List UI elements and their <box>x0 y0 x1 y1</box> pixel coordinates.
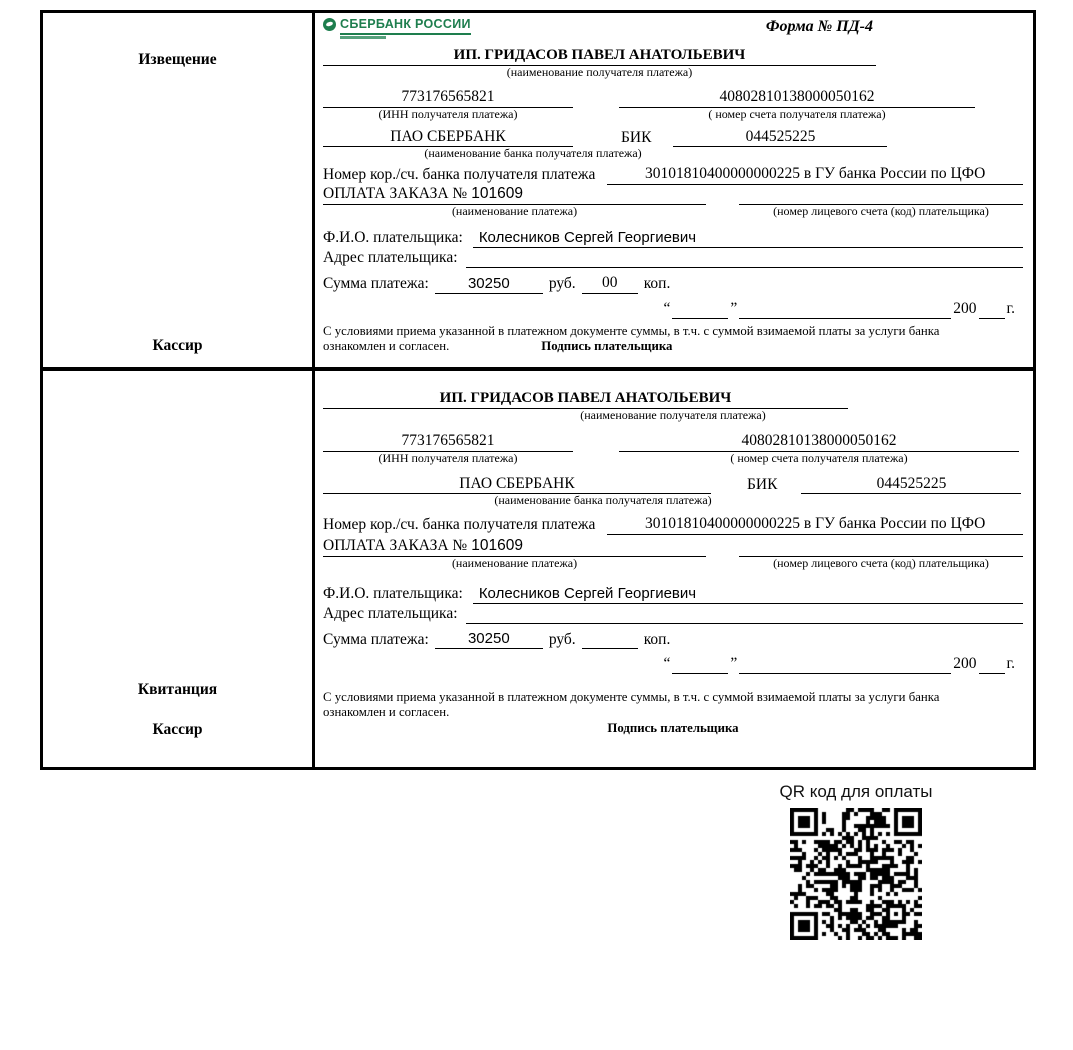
payer-name-label: Ф.И.О. плательщика: <box>323 229 463 247</box>
sberbank-logo <box>323 17 471 39</box>
payment-sum-row <box>323 630 1023 649</box>
payee-account-value: 40802810138000050162 <box>619 432 1019 452</box>
sberbank-logo-text-block <box>340 17 471 39</box>
receipt-section <box>43 371 1033 767</box>
payer-address-label: Адрес плательщика: <box>323 605 458 623</box>
sum-value: 30250 <box>435 630 543 649</box>
date-day-blank <box>672 673 728 674</box>
payer-signature-label: Подпись плательщика <box>541 338 673 353</box>
payee-name-row <box>323 389 1023 409</box>
quote-open: “ <box>663 655 671 673</box>
payer-account-blank <box>739 186 1023 205</box>
kop-blank <box>582 648 638 649</box>
corr-value: 30101810400000000225 в ГУ банка России по ЦФО <box>607 165 1023 185</box>
payee-inn-value: 773176565821 <box>323 88 573 108</box>
inn-account-row <box>323 88 1023 108</box>
year-prefix: 200 <box>953 300 977 318</box>
payee-name-caption: (наименование получателя платежа) <box>580 408 766 422</box>
bank-row <box>323 475 1023 495</box>
payment-caption: (наименование платежа) <box>451 556 578 571</box>
spacer <box>706 205 739 219</box>
payer-name-value: Колесников Сергей Георгиевич <box>473 585 1023 604</box>
bank-row <box>323 128 1023 148</box>
payment-sum-row <box>323 274 1023 294</box>
cashier-label: Кассир <box>152 721 203 738</box>
receipt-side-panel <box>43 371 315 767</box>
kop-label: коп. <box>643 275 671 293</box>
bik-label: БИК <box>621 128 652 146</box>
year-blank <box>979 673 1005 674</box>
notice-main <box>315 13 1033 367</box>
inn-account-captions <box>323 452 1023 466</box>
payer-address-label: Адрес плательщика: <box>323 249 458 267</box>
payee-account-value: 40802810138000050162 <box>619 88 975 108</box>
corr-label: Номер кор./сч. банка получателя платежа <box>323 166 596 184</box>
date-row <box>323 655 1023 674</box>
payment-purpose <box>323 537 706 557</box>
receipt-label: Квитанция <box>137 681 218 698</box>
notice-side-panel <box>43 13 315 367</box>
cashier-label: Кассир <box>152 337 203 354</box>
agreement-text <box>323 690 1023 736</box>
payment-caption: (наименование платежа) <box>451 204 578 219</box>
payer-account-blank <box>739 538 1023 557</box>
payment-purpose <box>323 185 706 205</box>
kop-label: коп. <box>643 630 671 648</box>
purpose-captions <box>323 557 1023 571</box>
bik-label: БИК <box>747 475 778 493</box>
sberbank-brand-text: СБЕРБАНК РОССИИ <box>340 17 471 35</box>
notice-header-row <box>323 17 1023 43</box>
payee-name-caption: (наименование получателя платежа) <box>506 65 693 79</box>
sum-label: Сумма платежа: <box>323 275 429 293</box>
inn-caption: (ИНН получателя платежа) <box>378 106 518 121</box>
bik-value: 044525225 <box>673 128 887 148</box>
date-day-blank <box>672 318 728 319</box>
notice-section <box>43 13 1033 371</box>
qr-label: QR код для оплаты <box>779 782 933 801</box>
purpose-captions <box>323 205 1023 219</box>
kop-value: 00 <box>582 274 638 294</box>
bank-name-value: ПАО СБЕРБАНК <box>323 128 573 148</box>
rub-label: руб. <box>548 630 576 648</box>
payer-address-blank <box>466 605 1023 624</box>
payer-name-value: Колесников Сергей Георгиевич <box>473 229 1023 248</box>
bank-name-value: ПАО СБЕРБАНК <box>323 475 711 495</box>
inn-account-captions <box>323 108 1023 122</box>
sberbank-tagline-bar <box>340 36 386 39</box>
bik-value: 044525225 <box>801 475 1021 495</box>
account-caption: ( номер счета получателя платежа) <box>730 450 908 465</box>
form-number: Форма № ПД-4 <box>765 18 873 35</box>
corr-account-row <box>323 165 1023 185</box>
sberbank-logo-icon <box>323 18 336 31</box>
corr-label: Номер кор./сч. банка получателя платежа <box>323 516 596 534</box>
rub-label: руб. <box>548 275 576 293</box>
qr-code-image <box>790 808 922 940</box>
sum-value: 30250 <box>435 275 543 294</box>
payment-purpose-label: ОПЛАТА ЗАКАЗА № <box>323 537 468 555</box>
agreement-line2-row <box>323 339 1023 354</box>
payee-name: ИП. ГРИДАСОВ ПАВЕЛ АНАТОЛЬЕВИЧ <box>323 389 848 409</box>
payer-signature-label: Подпись плательщика <box>607 721 739 736</box>
bank-caption: (наименование банка получателя платежа) <box>494 493 712 508</box>
quote-close: ” <box>730 300 738 318</box>
quote-close: ” <box>730 655 738 673</box>
date-row <box>323 300 1023 319</box>
inn-caption: (ИНН получателя платежа) <box>378 450 518 465</box>
payer-address-blank <box>466 249 1023 268</box>
agreement-text <box>323 324 1023 354</box>
payer-account-caption: (номер лицевого счета (код) плательщика) <box>773 556 989 571</box>
quote-open: “ <box>663 300 671 318</box>
corr-account-row <box>323 515 1023 535</box>
payer-name-label: Ф.И.О. плательщика: <box>323 585 463 603</box>
year-prefix: 200 <box>953 655 977 673</box>
order-number: 101609 <box>471 537 523 555</box>
inn-account-row <box>323 432 1023 452</box>
receipt-main <box>315 371 1033 767</box>
notice-label: Извещение <box>138 51 217 68</box>
spacer <box>573 108 619 122</box>
payee-name: ИП. ГРИДАСОВ ПАВЕЛ АНАТОЛЬЕВИЧ <box>323 46 876 66</box>
agreement-line1: С условиями приема указанной в платежном документе суммы, в т.ч. с суммой взимаемой платы за услуги банка <box>323 690 940 705</box>
pd4-payment-form <box>40 10 1036 770</box>
account-caption: ( номер счета получателя платежа) <box>708 106 886 121</box>
year-blank <box>979 318 1005 319</box>
agreement-line2: ознакомлен и согласен. <box>323 338 450 353</box>
payee-inn-value: 773176565821 <box>323 432 573 452</box>
spacer <box>573 452 619 466</box>
order-number: 101609 <box>471 185 523 203</box>
agreement-line2: ознакомлен и согласен. <box>323 705 450 720</box>
date-month-blank <box>739 318 951 319</box>
bank-caption: (наименование банка получателя платежа) <box>424 146 642 161</box>
payer-name-row <box>323 229 1023 248</box>
qr-payment-block <box>756 782 956 945</box>
payer-name-row <box>323 585 1023 604</box>
corr-value: 30101810400000000225 в ГУ банка России по ЦФО <box>607 515 1023 535</box>
payment-purpose-row <box>323 537 1023 557</box>
payer-address-row <box>323 249 1023 268</box>
agreement-line1: С условиями приема указанной в платежном документе суммы, в т.ч. с суммой взимаемой платы за услуги банка <box>323 323 940 338</box>
payment-purpose-row <box>323 185 1023 205</box>
payee-name-row <box>323 46 1023 66</box>
payment-purpose-label: ОПЛАТА ЗАКАЗА № <box>323 185 468 203</box>
payer-address-row <box>323 605 1023 624</box>
date-month-blank <box>739 673 951 674</box>
payer-account-caption: (номер лицевого счета (код) плательщика) <box>773 204 989 219</box>
spacer <box>706 557 739 571</box>
year-suffix: г. <box>1006 655 1015 673</box>
sum-label: Сумма платежа: <box>323 630 429 648</box>
year-suffix: г. <box>1006 300 1015 318</box>
